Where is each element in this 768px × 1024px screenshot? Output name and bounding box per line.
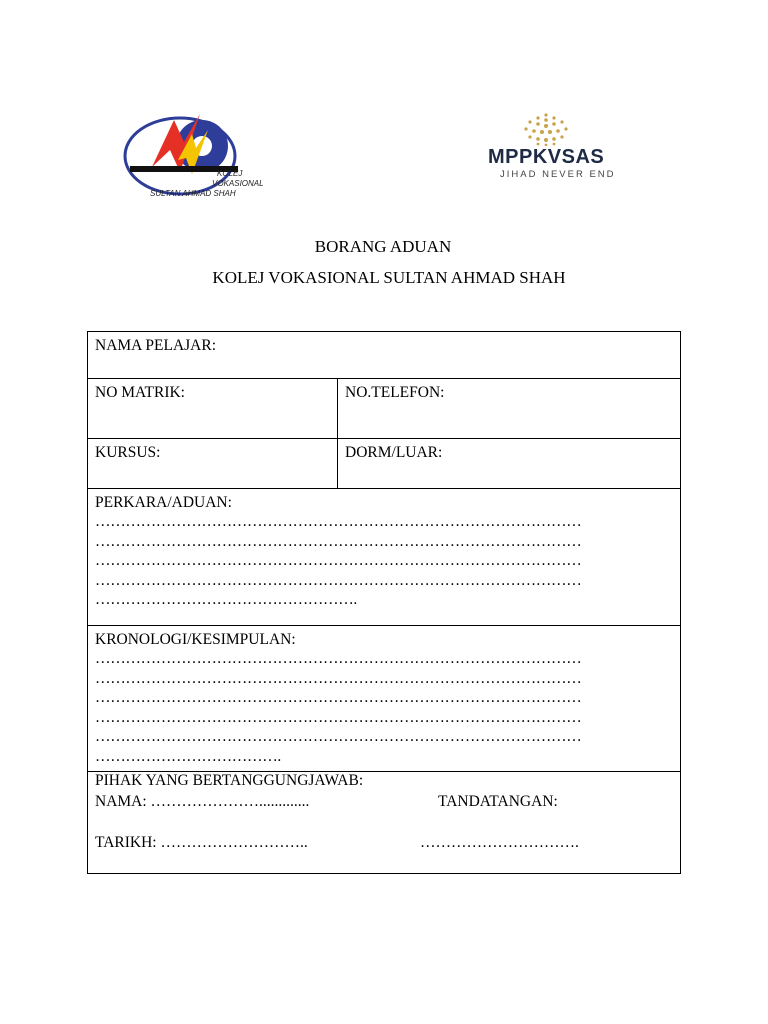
row-pihak-bertanggungjawab [88,772,680,875]
kronologi-field[interactable] [88,626,680,771]
row-perkara-aduan [88,489,680,626]
perkara-dotted-line: …………………………………………………………………………………… [95,552,582,569]
signature-dotted-line: …………………………. [420,834,579,851]
row-kursus-dorm [88,439,680,489]
dorm-luar-label: DORM/LUAR: [345,444,443,461]
no-telefon-label: NO.TELEFON: [345,384,445,401]
logo-text-line3: SULTAN AHMAD SHAH [150,189,236,198]
dorm-luar-field[interactable] [338,439,680,488]
pihak-label: PIHAK YANG BERTANGGUNGJAWAB: [95,772,364,789]
no-matrik-field[interactable] [88,379,338,438]
form-subtitle: KOLEJ VOKASIONAL SULTAN AHMAD SHAH [212,268,566,287]
kronologi-dotted-line: …………………………………………………………………………………… [95,669,582,687]
pihak-bertanggungjawab-field[interactable] [88,772,680,875]
logo-text-line1: KOLEJ [217,169,243,178]
logo-text-line2: VOKASIONAL [212,179,264,188]
complaint-form [87,331,681,874]
perkara-dotted-line: ……………………………………………. [95,591,357,608]
perkara-dotted-line: …………………………………………………………………………………… [95,532,582,550]
perkara-dotted-line: …………………………………………………………………………………… [95,513,582,530]
row-nama-pelajar [88,332,680,379]
tandatangan-label: TANDATANGAN: [438,793,558,810]
row-matrik-telefon [88,379,680,439]
kronologi-dotted-line: ………………………………. [95,747,281,765]
no-matrik-label: NO MATRIK: [95,384,185,401]
perkara-aduan-label: PERKARA/ADUAN: [95,494,232,511]
kursus-field[interactable] [88,439,338,488]
perkara-dotted-line: …………………………………………………………………………………… [95,571,582,589]
nama-label: NAMA: …………………............. [95,793,310,810]
kronologi-label: KRONOLOGI/KESIMPULAN: [95,631,296,648]
kronologi-dotted-line: …………………………………………………………………………………… [95,708,582,726]
perkara-aduan-field[interactable] [88,489,680,625]
mppkvsas-logo [470,112,630,184]
kursus-label: KURSUS: [95,444,161,461]
kronologi-dotted-line: …………………………………………………………………………………… [95,689,582,706]
nama-pelajar-label: NAMA PELAJAR: [95,337,217,354]
no-telefon-field[interactable] [338,379,680,438]
kronologi-dotted-line: …………………………………………………………………………………… [95,650,582,667]
logo-wordmark: MPPKVSAS [488,146,605,168]
nama-pelajar-field[interactable] [88,332,680,378]
form-title: BORANG ADUAN [314,237,452,256]
row-kronologi [88,626,680,772]
tarikh-label: TARIKH: ……………………….. [95,834,308,851]
logo-tagline: JIHAD NEVER END [500,169,616,180]
kolej-vokasional-logo [122,112,272,204]
kronologi-dotted-line: …………………………………………………………………………………… [95,728,582,745]
